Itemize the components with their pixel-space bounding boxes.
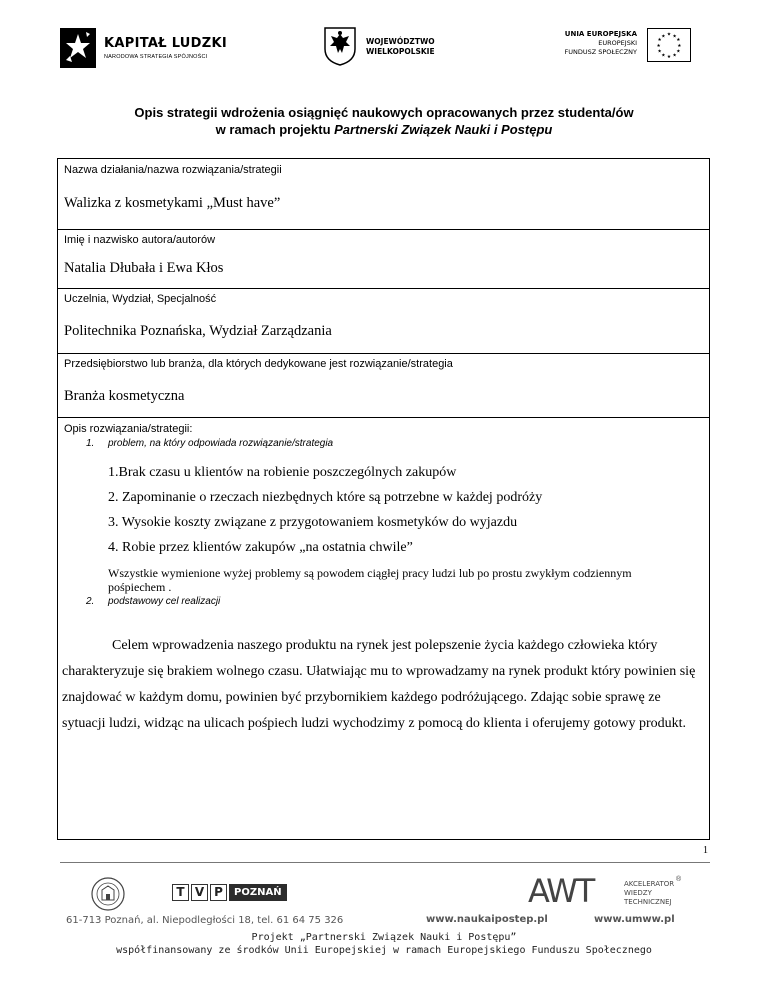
strategy-form [57,158,710,840]
svg-text:★: ★ [677,43,682,49]
kapital-ludzki-subtitle: NARODOWA STRATEGIA SPÓJNOŚCI [104,54,208,60]
subsection-2-number: 2. [86,596,95,607]
svg-text:★: ★ [666,55,672,61]
problem-item: 1.Brak czasu u klientów na robienie poszczególnych zakupów [108,465,457,480]
problem-item: 3. Wysokie koszty związane z przygotowaniem kosmetyków do wyjazdu [108,515,518,530]
kapital-ludzki-logo [60,28,227,70]
awt-logo [528,872,688,914]
row-divider [58,229,709,230]
eu-text [564,30,637,57]
footer-project-line1: Projekt „Partnerski Związek Nauki i Postępu” [251,932,517,943]
footer-divider [60,862,710,863]
awt-letters: AWT [528,872,594,910]
svg-text:★: ★ [657,38,662,44]
kapital-ludzki-star-icon [60,28,96,68]
name-label: Nazwa działania/nazwa rozwiązania/strategii [64,164,282,176]
eu-flag-icon [647,28,691,62]
svg-text:★: ★ [676,49,681,55]
industry-value: Branża kosmetyczna [64,388,185,404]
subsection-1-label: problem, na który odpowiada rozwiązanie/strategia [108,438,334,449]
svg-text:★: ★ [656,43,661,49]
kapital-ludzki-title: KAPITAŁ LUDZKI [104,36,227,51]
subsection-1-number: 1. [86,438,95,449]
wielkopolska-line1: WOJEWÓDZTWO [366,37,435,46]
authors-label: Imię i nazwisko autora/autorów [64,234,216,246]
awt-line3: TECHNICZNEJ [624,898,672,906]
footer-project-info [0,931,768,957]
project-name: Partnerski Związek Nauki i Postępu [334,122,553,137]
svg-text:★: ★ [661,34,666,40]
problems-note: Wszystkie wymienione wyżej problemy są powodem ciągłej pracy ludzi lub po prostu zwykłym codziennym pośpiechem . [108,566,632,594]
document-title-line2 [0,121,768,138]
svg-text:★: ★ [661,53,666,59]
authors-value: Natalia Dłubała i Ewa Kłos [64,260,224,276]
name-value: Walizka z kosmetykami „Must have” [64,195,281,211]
footer-website-naukaipostep[interactable]: www.naukaipostep.pl [426,914,548,925]
university-seal-icon [90,876,126,912]
university-label: Uczelnia, Wydział, Specjalność [64,293,217,305]
awt-line2: WIEDZY [624,889,652,897]
problem-item: 4. Robie przez klientów zakupów „na ostatnia chwile” [108,540,413,555]
wielkopolska-logo [322,25,435,71]
row-divider [58,353,709,354]
document-title-line1: Opis strategii wdrożenia osiągnięć naukowych opracowanych przez studenta/ów [134,105,634,120]
row-divider [58,417,709,418]
footer-address: 61-713 Poznań, al. Niepodległości 18, tel. 61 64 75 326 [66,915,344,926]
svg-text:★: ★ [666,32,672,38]
subsection-2-label: podstawowy cel realizacji [108,596,221,607]
svg-text:★: ★ [672,53,677,59]
title-prefix: w ramach projektu [215,122,335,137]
description-label: Opis rozwiązania/strategii: [64,423,193,435]
wielkopolska-line2: WIELKOPOLSKIE [366,47,435,56]
tvp-letter: V [191,884,208,901]
eu-line2: EUROPEJSKI [598,39,637,47]
eu-line3: FUNDUSZ SPOŁECZNY [564,48,637,56]
svg-text:★: ★ [676,38,681,44]
tvp-letter: P [210,884,227,901]
wielkopolska-text [366,37,435,57]
page-number: 1 [703,845,708,856]
svg-text:★: ★ [672,34,677,40]
awt-text [624,880,674,907]
problem-item: 2. Zapominanie o rzeczach niezbędnych które są potrzebne w każdej podróży [108,490,543,505]
awt-line1: AKCELERATOR [624,880,675,888]
footer-project-line2: współfinansowany ze środków Unii Europejskiej w ramach Europejskiego Funduszu Społecznego [116,945,652,956]
goal-paragraph: Celem wprowadzenia naszego produktu na rynek jest polepszenie życia każdego człowieka który charakteryzuje się brakiem wolnego czasu. Ułatwiając mu to wprowadzamy na rynek produkt który powinien się znajdować w każdym domu, powinien być przybornikiem każdego podróżującego. Zdając sobie sprawę ze sytuacji ludzi, widząc na ulicach pośpiech ludzi wychodzimy z pomocą do klienta i oferujemy gotowy produkt. [62,638,696,731]
industry-label: Przedsiębiorstwo lub branża, dla których dedykowane jest rozwiązanie/strategia [64,358,453,370]
eu-logo [535,26,695,66]
row-divider [58,288,709,289]
tvp-letter: T [172,884,189,901]
footer-website-umww[interactable]: www.umww.pl [594,914,675,925]
university-value: Politechnika Poznańska, Wydział Zarządzania [64,323,332,339]
wielkopolska-eagle-crest-icon [322,25,358,67]
awt-registered-mark: ® [676,876,682,883]
document-title [0,104,768,138]
tvp-poznan-logo [172,884,287,901]
tvp-poznan-label: POZNAŃ [229,884,287,901]
svg-text:★: ★ [657,49,662,55]
eu-line1: UNIA EUROPEJSKA [564,30,637,38]
